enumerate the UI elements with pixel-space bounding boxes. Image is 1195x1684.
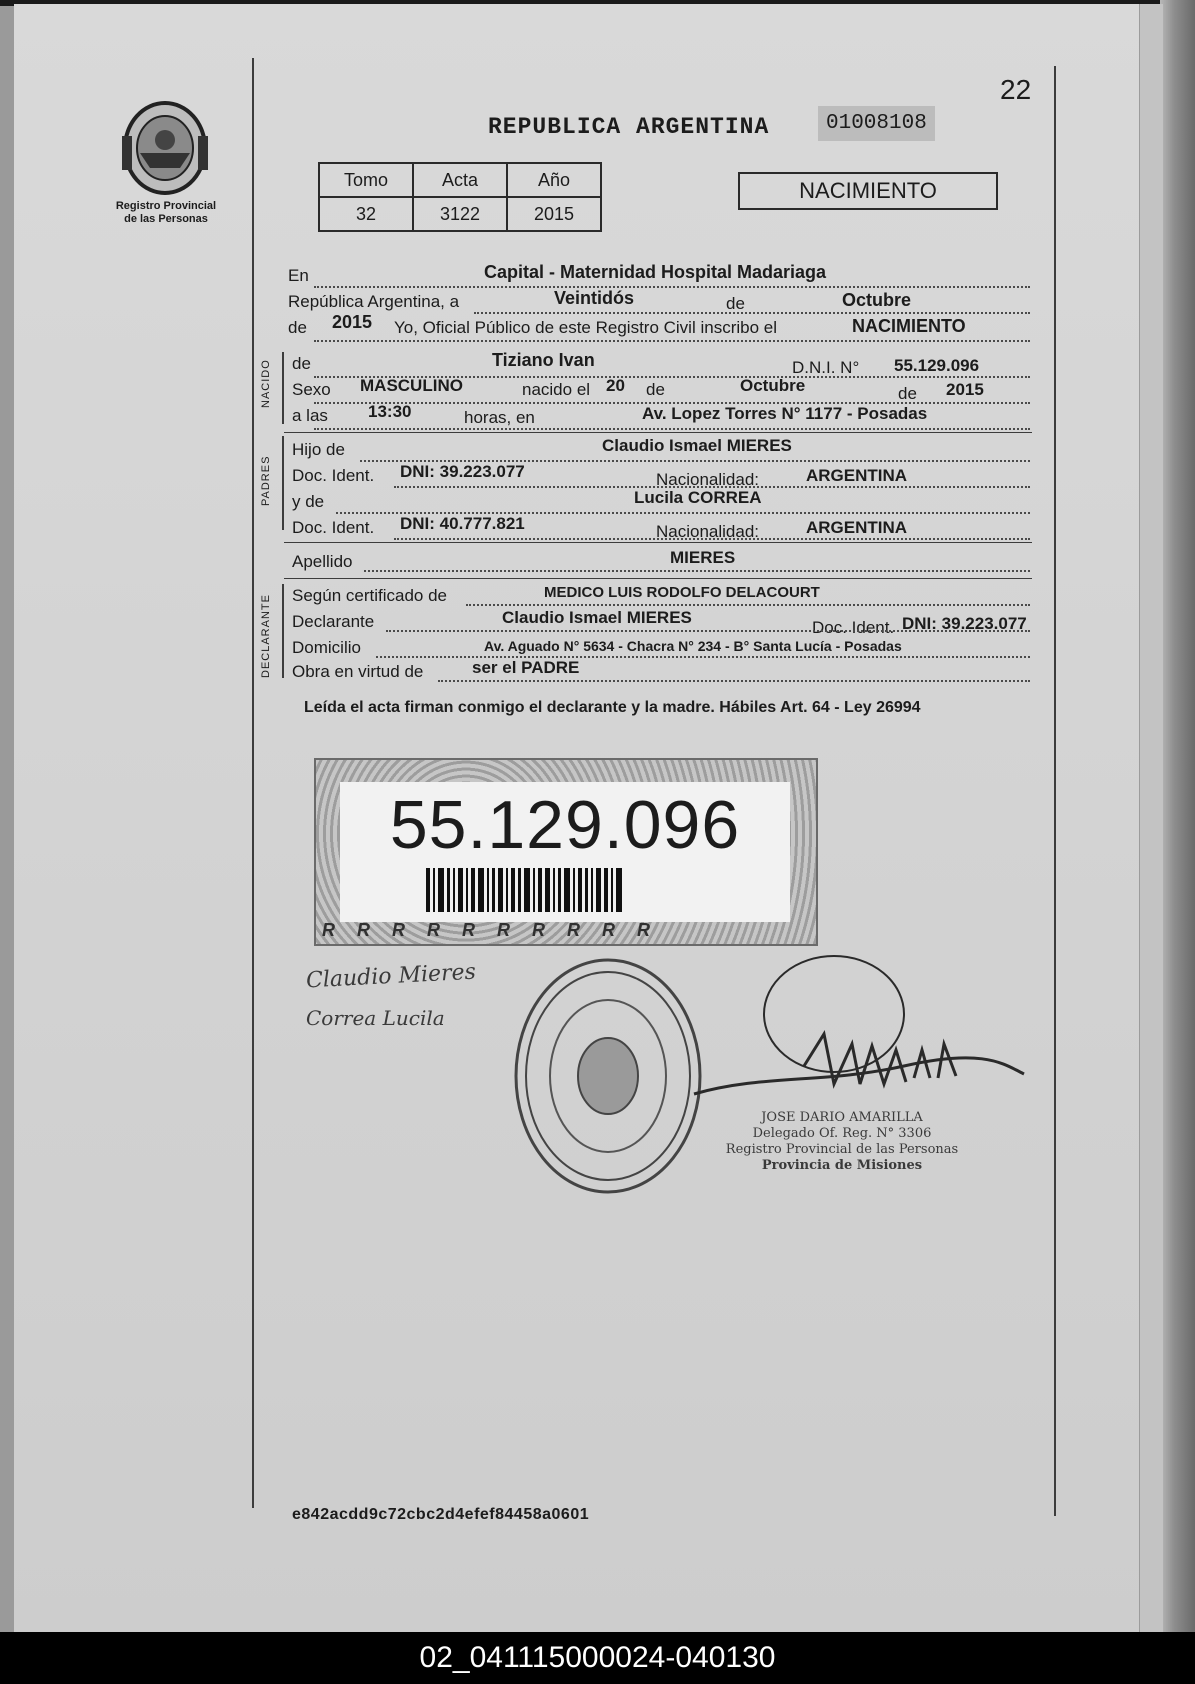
province-seal-icon [110,98,220,198]
barcode-bar [498,868,503,912]
birth-day: 20 [606,376,625,395]
inscribed-value: NACIMIENTO [852,316,966,336]
dots [314,340,1030,342]
acta-value: 3122 [413,197,507,231]
year-value: 2015 [332,312,373,332]
barcode-bar [604,868,608,912]
apellido-value: MIERES [670,548,736,567]
clause-text: Yo, Oficial Público de este Registro Civil inscribo el [394,318,777,337]
mother-nationality: ARGENTINA [806,518,908,537]
barcode-bar [573,868,575,912]
scan-right-edge [1160,0,1195,1632]
barcode-bar [426,868,430,912]
place-value: Capital - Maternidad Hospital Madariaga [484,262,827,282]
en-label: En [288,266,309,285]
barcode-security-band: RRRRRRRRRR [322,920,672,940]
doc-ident-label: Doc. Ident. [292,518,375,537]
dots [394,538,1030,540]
barcode-bar [466,868,468,912]
barcode-bar [487,868,489,912]
barcode-bars [426,868,726,912]
father-doc: DNI: 39.223.077 [400,462,525,481]
barcode-bar [471,868,475,912]
barcode-bar [596,868,601,912]
barcode-bar [564,868,570,912]
de-label: de [292,354,311,373]
anio-value: 2015 [507,197,601,231]
official-org: Registro Provincial de las Personas [725,1142,959,1157]
tomo-value: 32 [319,197,413,231]
left-margin-line [252,58,254,1508]
barcode-bar [578,868,582,912]
official-role: Delegado Of. Reg. N° 3306 [752,1126,932,1141]
republica-label: República Argentina, a [288,292,460,311]
barcode-bar [492,868,495,912]
barcode-bar [533,868,535,912]
obra-value: ser el PADRE [472,658,580,677]
dots [466,604,1030,606]
right-margin-line [1054,66,1056,1516]
signature-parent1: Claudio Mieres [305,959,477,994]
signature-parent2: Correa Lucila [306,1006,445,1030]
birth-certificate-page [14,4,1162,1632]
barcode-bar [553,868,555,912]
barcode-bar [511,868,515,912]
birth-month: Octubre [740,376,806,395]
barcode-bar [438,868,444,912]
nacionalidad-label: Nacionalidad: [656,470,760,489]
barcode-bar [518,868,521,912]
barcode-bar [458,868,463,912]
dni-label: D.N.I. N° [792,358,860,377]
legal-text: Leída el acta firman conmigo el declarante y la madre. Hábiles Art. 64 - Ley 26994 [304,699,921,716]
child-name: Tiziano Ivan [492,350,595,370]
mother-name: Lucila CORREA [634,488,762,507]
official-signature-icon [674,954,1034,1134]
barcode-bar [591,868,593,912]
section-divider [284,578,1032,579]
barcode-bar [506,868,508,912]
barcode-bar [538,868,542,912]
acta-header: Acta [413,163,507,197]
official-name: JOSE DARIO AMARILLA [761,1110,923,1125]
de-label: de [898,384,917,403]
record-type-box: NACIMIENTO [738,172,998,210]
barcode-bar [453,868,455,912]
day-words: Veintidós [554,288,635,308]
dots [314,286,1030,288]
declarante-doc: DNI: 39.223.077 [902,614,1027,633]
nacido-el-label: nacido el [522,380,591,399]
domicilio-label: Domicilio [292,638,361,657]
logo-caption-line2: de las Personas [124,213,208,225]
tomo-acta-table [318,162,602,232]
barcode-bar [611,868,613,912]
barcode-bar [447,868,450,912]
logo-caption [96,200,236,226]
barcode-label [340,782,790,922]
dni-barcode-sticker [314,758,818,946]
declarante-section-label: DECLARANTE [260,594,272,678]
tomo-header: Tomo [319,163,413,197]
nacionalidad-label: Nacionalidad: [656,522,760,541]
birth-address: Av. Lopez Torres N° 1177 - Posadas [642,404,928,423]
section-divider [284,542,1032,543]
dots [314,428,1030,430]
barcode-bar [545,868,550,912]
logo-caption-line1: Registro Provincial [115,200,217,212]
child-dni: 55.129.096 [894,356,980,375]
apellido-label: Apellido [292,552,353,571]
birth-year: 2015 [946,380,984,399]
sexo-value: MASCULINO [360,376,463,395]
de-label: de [646,380,665,399]
dots [364,570,1030,572]
horas-label: horas, en [464,408,535,427]
padres-section-label: PADRES [260,455,272,506]
hijo-de-label: Hijo de [292,440,345,459]
declarante-label: Declarante [292,612,375,631]
barcode-bar [478,868,484,912]
a-las-label: a las [292,406,328,425]
y-de-label: y de [292,492,325,511]
de-label: de [726,294,745,313]
doc-ident-label: Doc. Ident. [812,618,895,637]
page-number: 22 [1000,74,1032,105]
dots [474,312,1030,314]
sexo-label: Sexo [292,380,331,399]
barcode-bar [433,868,435,912]
declarante-bracket [282,584,284,678]
official-stamp-text [712,1110,972,1174]
dots [386,630,1030,632]
doc-ident-label: Doc. Ident. [292,466,375,485]
father-name: Claudio Ismael MIERES [602,436,792,455]
section-divider [284,432,1032,433]
padres-bracket [282,436,284,530]
dots [438,680,1030,682]
barcode-bar [585,868,588,912]
month-value: Octubre [842,290,912,310]
nacido-bracket [282,352,284,424]
barcode-bar [558,868,561,912]
cert-value: MEDICO LUIS RODOLFO DELACOURT [544,584,820,601]
birth-time: 13:30 [368,402,412,421]
serial-number: 01008108 [818,106,935,141]
nacido-section-label: NACIDO [260,359,272,408]
declarante-value: Claudio Ismael MIERES [502,608,692,627]
anio-header: Año [507,163,601,197]
cert-label: Según certificado de [292,586,447,605]
republic-title: REPUBLICA ARGENTINA [488,114,770,140]
document-hash: e842acdd9c72cbc2d4efef84458a0601 [292,1506,590,1523]
barcode-number: 55.129.096 [389,787,741,863]
barcode-bar [616,868,622,912]
mother-doc: DNI: 40.777.821 [400,514,525,533]
official-province: Provincia de Misiones [761,1158,923,1173]
scan-id-bar: 02_041115000024-040130 [0,1632,1195,1684]
sheet-edge [1139,4,1163,1632]
domicilio-value: Av. Aguado N° 5634 - Chacra N° 234 - B° Santa Lucía - Posadas [484,638,902,654]
obra-label: Obra en virtud de [292,662,424,681]
father-nationality: ARGENTINA [806,466,908,485]
de-label: de [288,318,307,337]
barcode-bar [524,868,530,912]
